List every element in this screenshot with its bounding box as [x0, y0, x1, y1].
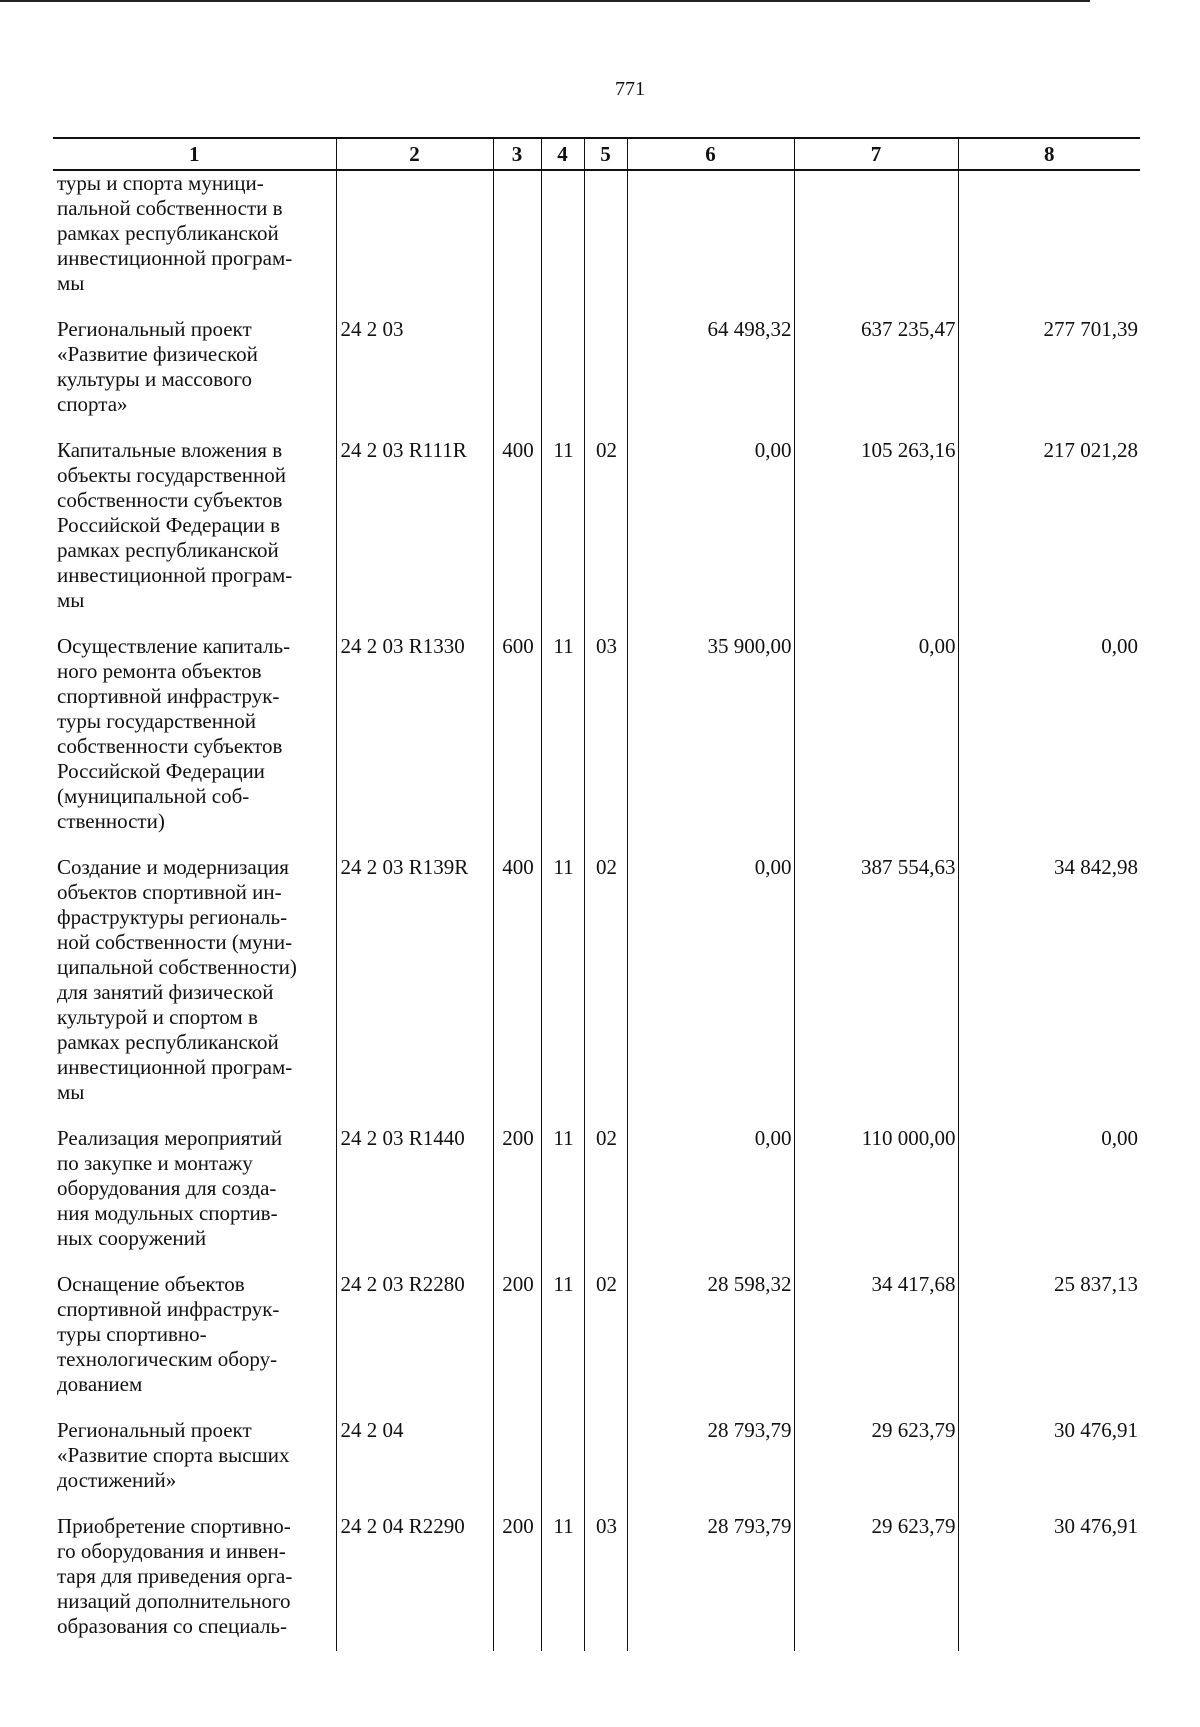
row-col5: 02	[584, 438, 627, 634]
page-number: 771	[615, 78, 645, 100]
table-row	[53, 1514, 1140, 1651]
row-description: Региональный проект «Развитие физической культуры и массового спорта»	[57, 317, 258, 416]
row-value-6: 0,00	[627, 438, 794, 634]
row-col3	[493, 1418, 541, 1514]
row-col3	[493, 170, 541, 317]
row-value-7: 29 623,79	[794, 1418, 958, 1514]
row-col3: 400	[493, 855, 541, 1126]
table-row	[53, 438, 1140, 634]
row-col5	[584, 317, 627, 438]
row-value-7: 387 554,63	[794, 855, 958, 1126]
row-col4	[541, 1418, 584, 1514]
row-description: Осуществление капиталь- ного ремонта объектов спортивной инфраструк- туры государственной собственности субъектов Российской Федерации (муниципальной соб- ственности)	[57, 634, 291, 833]
row-value-6: 0,00	[627, 855, 794, 1126]
top-rule	[0, 0, 1090, 2]
row-value-7: 0,00	[794, 634, 958, 855]
row-value-6: 64 498,32	[627, 317, 794, 438]
row-code: 24 2 03 R1330	[336, 634, 493, 855]
row-col5: 03	[584, 634, 627, 855]
column-header: 2	[336, 138, 493, 170]
row-value-7: 105 263,16	[794, 438, 958, 634]
row-description: туры и спорта муници- пальной собственности в рамках республиканской инвестиционной програм- мы	[57, 171, 293, 295]
row-value-8: 277 701,39	[958, 317, 1140, 438]
row-description: Региональный проект «Развитие спорта высших достижений»	[57, 1418, 290, 1492]
row-col3: 200	[493, 1126, 541, 1272]
row-code: 24 2 03 R1440	[336, 1126, 493, 1272]
row-value-8: 0,00	[958, 634, 1140, 855]
row-col3: 600	[493, 634, 541, 855]
table-row	[53, 1126, 1140, 1272]
row-value-7: 34 417,68	[794, 1272, 958, 1418]
row-description: Оснащение объектов спортивной инфраструк- туры спортивно- технологическим обору- дованием	[57, 1272, 280, 1396]
row-code: 24 2 04 R2290	[336, 1514, 493, 1651]
row-value-6: 28 793,79	[627, 1418, 794, 1514]
row-code: 24 2 03 R139R	[336, 855, 493, 1126]
row-value-8: 25 837,13	[958, 1272, 1140, 1418]
row-col5: 03	[584, 1514, 627, 1651]
column-header: 3	[493, 138, 541, 170]
row-value-8: 30 476,91	[958, 1514, 1140, 1651]
column-header: 7	[794, 138, 958, 170]
row-col4: 11	[541, 1272, 584, 1418]
row-col5	[584, 1418, 627, 1514]
row-description: Капитальные вложения в объекты государственной собственности субъектов Российской Федерации в рамках республиканской инвестиционной програм- мы	[57, 438, 293, 612]
table-row	[53, 1272, 1140, 1418]
row-value-6: 35 900,00	[627, 634, 794, 855]
row-value-7: 637 235,47	[794, 317, 958, 438]
row-description: Приобретение спортивно- го оборудования и инвен- таря для приведения орга- низаций дополнительного образования со специаль-	[57, 1514, 293, 1638]
row-code: 24 2 03 R111R	[336, 438, 493, 634]
row-col3: 200	[493, 1514, 541, 1651]
row-col4	[541, 170, 584, 317]
row-col3: 200	[493, 1272, 541, 1418]
row-col5	[584, 170, 627, 317]
header-row	[53, 138, 1140, 170]
table-row	[53, 855, 1140, 1126]
column-header: 4	[541, 138, 584, 170]
row-code	[336, 170, 493, 317]
row-col4: 11	[541, 1514, 584, 1651]
table-row	[53, 170, 1140, 317]
row-col5: 02	[584, 1126, 627, 1272]
row-value-6	[627, 170, 794, 317]
budget-table	[53, 137, 1140, 1651]
row-description: Создание и модернизация объектов спортивной ин- фраструктуры региональ- ной собственности (муни- ципальной собственности) для занятий физической культурой и спортом в рамках республиканской инвестиционной програм- мы	[57, 855, 297, 1104]
row-col5: 02	[584, 855, 627, 1126]
row-value-7: 29 623,79	[794, 1514, 958, 1651]
row-col3: 400	[493, 438, 541, 634]
row-value-8: 34 842,98	[958, 855, 1140, 1126]
row-value-8	[958, 170, 1140, 317]
row-value-8: 30 476,91	[958, 1418, 1140, 1514]
row-code: 24 2 04	[336, 1418, 493, 1514]
row-col5: 02	[584, 1272, 627, 1418]
table-row	[53, 1418, 1140, 1514]
row-col3	[493, 317, 541, 438]
row-value-8: 217 021,28	[958, 438, 1140, 634]
row-col4: 11	[541, 634, 584, 855]
row-value-6: 28 793,79	[627, 1514, 794, 1651]
table-row	[53, 634, 1140, 855]
column-header: 6	[627, 138, 794, 170]
row-col4: 11	[541, 1126, 584, 1272]
column-header: 5	[584, 138, 627, 170]
row-code: 24 2 03 R2280	[336, 1272, 493, 1418]
row-description: Реализация мероприятий по закупке и монтажу оборудования для созда- ния модульных спортив- ных сооружений	[57, 1126, 283, 1250]
column-header: 8	[958, 138, 1140, 170]
column-header: 1	[53, 138, 336, 170]
row-code: 24 2 03	[336, 317, 493, 438]
row-col4	[541, 317, 584, 438]
row-col4: 11	[541, 438, 584, 634]
row-value-7: 110 000,00	[794, 1126, 958, 1272]
row-value-8: 0,00	[958, 1126, 1140, 1272]
row-col4: 11	[541, 855, 584, 1126]
table-row	[53, 317, 1140, 438]
row-value-7	[794, 170, 958, 317]
row-value-6: 0,00	[627, 1126, 794, 1272]
row-value-6: 28 598,32	[627, 1272, 794, 1418]
